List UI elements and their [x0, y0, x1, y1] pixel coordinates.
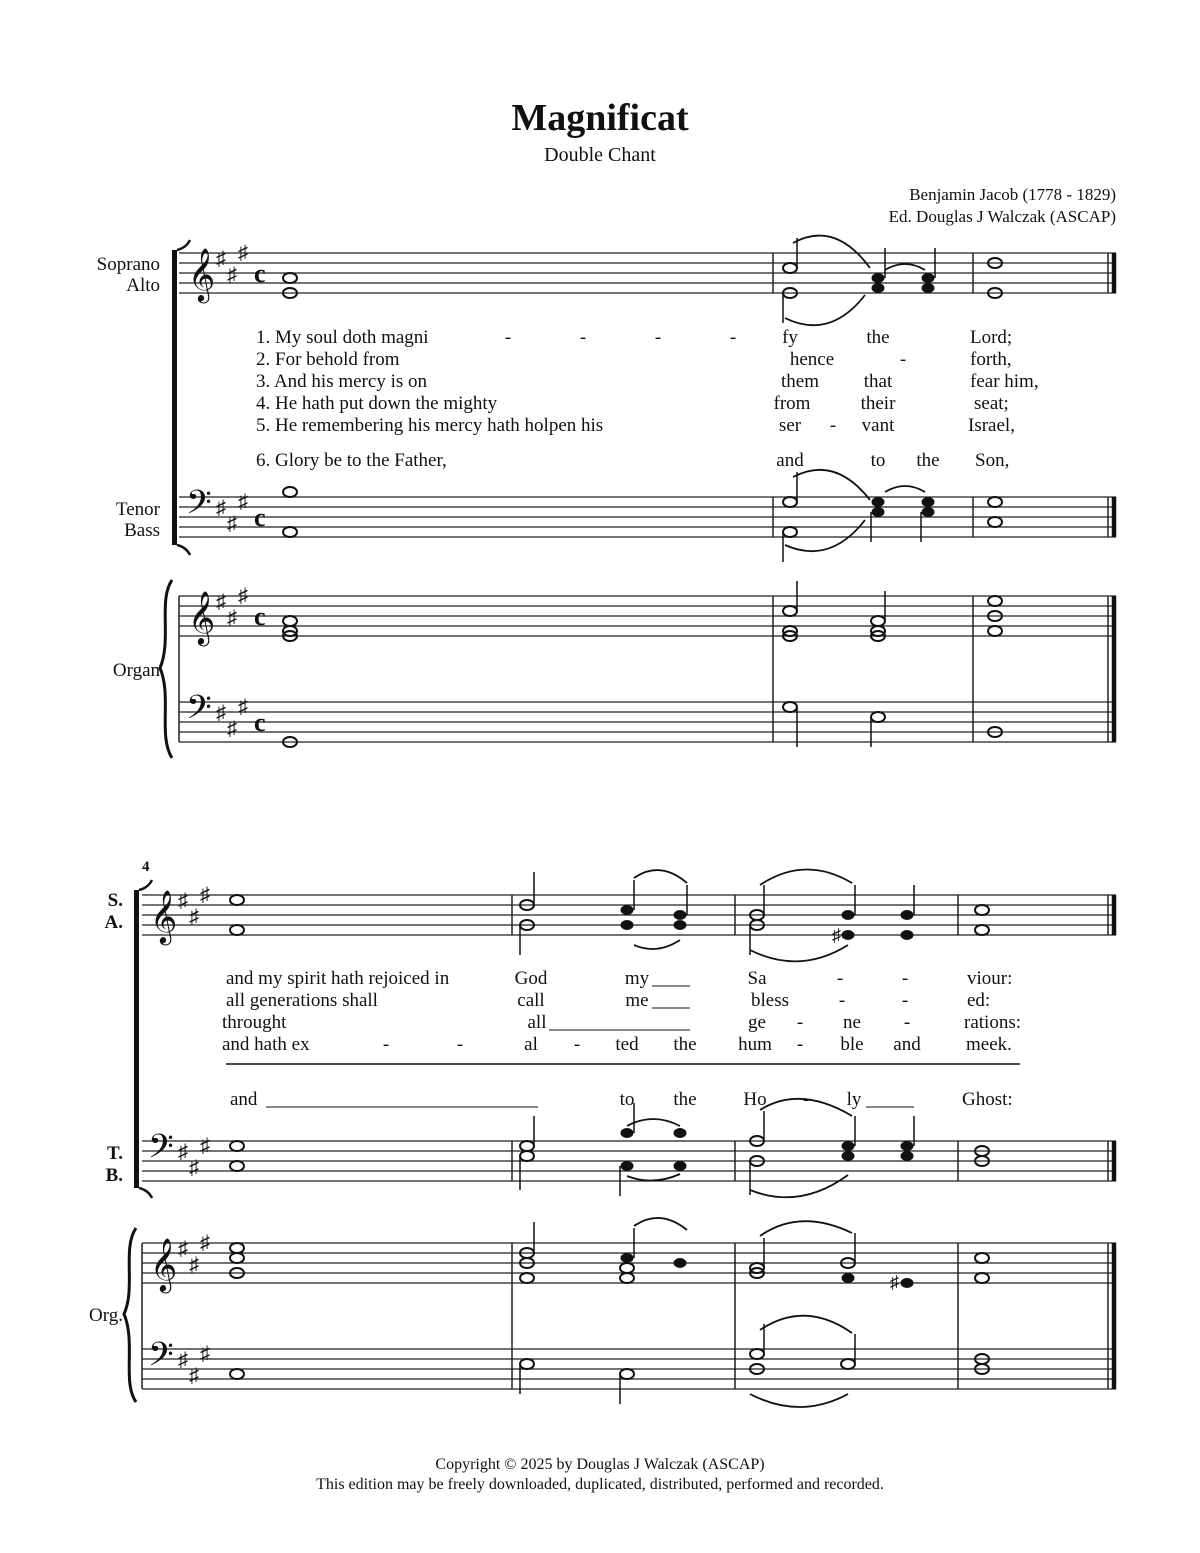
- svg-text:fy: fy: [782, 327, 798, 348]
- part-name-a: A.: [104, 912, 123, 933]
- svg-text:♯: ♯: [227, 513, 237, 535]
- svg-text:to: to: [619, 1089, 635, 1110]
- svg-text:Ghost:: Ghost:: [962, 1089, 1013, 1110]
- svg-text:ne: ne: [843, 1012, 861, 1033]
- system-2: [89, 859, 1116, 1407]
- svg-text:-: -: [838, 990, 846, 1011]
- lyric-s2-verse-1: and my spirit hath rejoiced in: [226, 968, 450, 989]
- svg-text:the: the: [866, 327, 890, 348]
- svg-text:Israel,: Israel,: [968, 415, 1015, 436]
- treble-clef-icon: 𝄞: [150, 1239, 178, 1290]
- bass-clef-icon: 𝄢: [186, 484, 212, 529]
- svg-text:ble: ble: [840, 1034, 864, 1055]
- svg-text:hence: hence: [789, 349, 835, 370]
- svg-text:-: -: [836, 968, 844, 989]
- lyric-gloria: 6. Glory be to the Father,: [256, 450, 447, 471]
- lyrics-s2: [222, 968, 1021, 1110]
- svg-text:vant: vant: [861, 415, 895, 436]
- svg-text:-: -: [456, 1034, 464, 1055]
- key-signature-s1: [216, 242, 248, 740]
- staff-organ-left: [179, 702, 1116, 742]
- svg-text:call: call: [517, 990, 545, 1011]
- svg-text:-: -: [796, 1012, 804, 1033]
- bass-clef-icon: 𝄢: [148, 1128, 174, 1173]
- svg-text:-: -: [903, 1012, 911, 1033]
- svg-text:hum: hum: [738, 1034, 772, 1055]
- license-notice: This edition may be freely downloaded, duplicated, distributed, performed and recorded.: [316, 1476, 884, 1493]
- treble-clef-icon: 𝄞: [188, 249, 216, 300]
- part-name-b: B.: [105, 1165, 123, 1186]
- svg-text:♯: ♯: [216, 248, 226, 270]
- svg-text:fear him,: fear him,: [970, 371, 1039, 392]
- staff-tenor-bass: [179, 497, 1116, 537]
- svg-text:♯: ♯: [200, 1135, 210, 1157]
- svg-text:that: that: [863, 371, 893, 392]
- lyric-s2-verse-3: throught: [222, 1012, 287, 1033]
- svg-text:all: all: [527, 1012, 547, 1033]
- svg-text:♯: ♯: [189, 1157, 199, 1179]
- lyric-verse-2: 2. For behold from: [256, 349, 400, 370]
- composer-credit: Benjamin Jacob (1778 - 1829): [909, 185, 1116, 204]
- svg-text:forth,: forth,: [970, 349, 1012, 370]
- part-name-alto: Alto: [126, 275, 160, 296]
- svg-text:♯: ♯: [216, 591, 226, 613]
- svg-text:Son,: Son,: [975, 450, 1010, 471]
- svg-text:♯: ♯: [178, 890, 188, 912]
- stems-s2: [520, 872, 914, 1404]
- part-name-org: Org.: [89, 1305, 123, 1326]
- svg-text:Sa: Sa: [747, 968, 767, 989]
- svg-text:-: -: [654, 327, 662, 348]
- svg-text:♯: ♯: [890, 1272, 899, 1292]
- part-name-soprano: Soprano: [96, 254, 160, 275]
- svg-text:♯: ♯: [200, 1343, 210, 1365]
- svg-text:♯: ♯: [238, 242, 248, 264]
- svg-text:ted: ted: [615, 1034, 639, 1055]
- lyric-verse-5: 5. He remembering his mercy hath holpen his: [256, 415, 604, 436]
- clefs-s1: [186, 248, 215, 734]
- svg-text:c: c: [254, 503, 266, 532]
- svg-text:♯: ♯: [238, 696, 248, 718]
- svg-text:rations:: rations:: [964, 1012, 1021, 1033]
- staff-organ-right: [179, 596, 1116, 636]
- svg-text:♯: ♯: [178, 1141, 188, 1163]
- svg-text:-: -: [382, 1034, 390, 1055]
- svg-text:and: and: [776, 450, 804, 471]
- svg-text:♯: ♯: [216, 497, 226, 519]
- svg-text:-: -: [901, 990, 909, 1011]
- part-name-s: S.: [107, 890, 123, 911]
- svg-text:and: and: [893, 1034, 921, 1055]
- clefs-s2: [148, 890, 177, 1381]
- svg-text:♯: ♯: [238, 491, 248, 513]
- svg-text:bless: bless: [751, 990, 789, 1011]
- part-name-bass: Bass: [124, 520, 160, 541]
- organ-brace-2: [124, 1228, 136, 1402]
- svg-text:♯: ♯: [832, 925, 841, 945]
- treble-clef-icon: 𝄞: [188, 592, 216, 643]
- slurs-s2: [624, 869, 852, 1407]
- measure-number: 4: [142, 859, 150, 875]
- svg-text:♯: ♯: [178, 1238, 188, 1260]
- svg-text:-: -: [796, 1034, 804, 1055]
- bass-clef-icon: 𝄢: [186, 689, 212, 734]
- staff-soprano-alto: [179, 253, 1116, 293]
- svg-text:-: -: [901, 968, 909, 989]
- svg-text:♯: ♯: [200, 1232, 210, 1254]
- lyric-verse-4: 4. He hath put down the mighty: [256, 393, 498, 414]
- svg-text:-: -: [573, 1034, 581, 1055]
- staff-tb-2: [142, 1141, 1116, 1181]
- svg-text:Lord;: Lord;: [970, 327, 1013, 348]
- svg-text:♯: ♯: [189, 1365, 199, 1387]
- svg-text:ser: ser: [778, 415, 802, 436]
- svg-text:ly: ly: [846, 1089, 862, 1110]
- lyric-s2-gloria: and: [230, 1089, 258, 1110]
- svg-text:c: c: [254, 259, 266, 288]
- svg-text:-: -: [829, 415, 837, 436]
- stems-s1: [783, 238, 935, 747]
- piece-subtitle: Double Chant: [544, 144, 656, 166]
- svg-text:Ho: Ho: [743, 1089, 767, 1110]
- svg-text:their: their: [860, 393, 896, 414]
- svg-text:them: them: [781, 371, 819, 392]
- svg-text:al: al: [524, 1034, 538, 1055]
- svg-text:-: -: [899, 349, 907, 370]
- key-signature-s2: [178, 884, 210, 1387]
- svg-text:-: -: [802, 1089, 810, 1110]
- svg-text:meek.: meek.: [966, 1034, 1012, 1055]
- svg-text:me: me: [625, 990, 649, 1011]
- svg-text:-: -: [504, 327, 512, 348]
- organ-brace: [160, 580, 172, 758]
- part-name-organ: Organ: [112, 660, 160, 681]
- part-name-tenor: Tenor: [115, 499, 160, 520]
- lyrics-s1: [256, 327, 1039, 471]
- svg-text:ge: ge: [748, 1012, 766, 1033]
- svg-text:to: to: [870, 450, 886, 471]
- svg-text:♯: ♯: [178, 1349, 188, 1371]
- svg-text:♯: ♯: [189, 1254, 199, 1276]
- svg-text:c: c: [254, 602, 266, 631]
- svg-text:God: God: [514, 968, 548, 989]
- svg-text:the: the: [673, 1089, 697, 1110]
- system-1: [97, 236, 1116, 758]
- part-name-t: T.: [106, 1143, 123, 1164]
- svg-text:seat;: seat;: [974, 393, 1009, 414]
- svg-text:♯: ♯: [216, 702, 226, 724]
- svg-text:-: -: [579, 327, 587, 348]
- bass-clef-icon: 𝄢: [148, 1336, 174, 1381]
- lyric-verse-1: 1. My soul doth magni: [256, 327, 429, 348]
- lyric-verse-3: 3. And his mercy is on: [256, 371, 427, 392]
- lyric-s2-verse-4: and hath ex: [222, 1034, 310, 1055]
- svg-text:♯: ♯: [189, 906, 199, 928]
- svg-text:from: from: [773, 393, 811, 414]
- svg-text:-: -: [729, 327, 737, 348]
- lyric-s2-verse-2: all generations shall: [226, 990, 378, 1011]
- piece-title: Magnificat: [511, 97, 689, 139]
- svg-text:viour:: viour:: [967, 968, 1013, 989]
- svg-text:♯: ♯: [200, 884, 210, 906]
- svg-text:♯: ♯: [238, 585, 248, 607]
- svg-text:my: my: [624, 968, 650, 989]
- svg-text:♯: ♯: [227, 607, 237, 629]
- copyright-notice: Copyright © 2025 by Douglas J Walczak (ASCAP): [435, 1456, 765, 1473]
- svg-text:the: the: [916, 450, 940, 471]
- svg-text:♯: ♯: [227, 264, 237, 286]
- svg-text:the: the: [673, 1034, 697, 1055]
- treble-clef-icon: 𝄞: [150, 891, 178, 942]
- svg-text:c: c: [254, 708, 266, 737]
- svg-text:♯: ♯: [227, 718, 237, 740]
- svg-text:ed:: ed:: [967, 990, 991, 1011]
- editor-credit: Ed. Douglas J Walczak (ASCAP): [888, 207, 1116, 226]
